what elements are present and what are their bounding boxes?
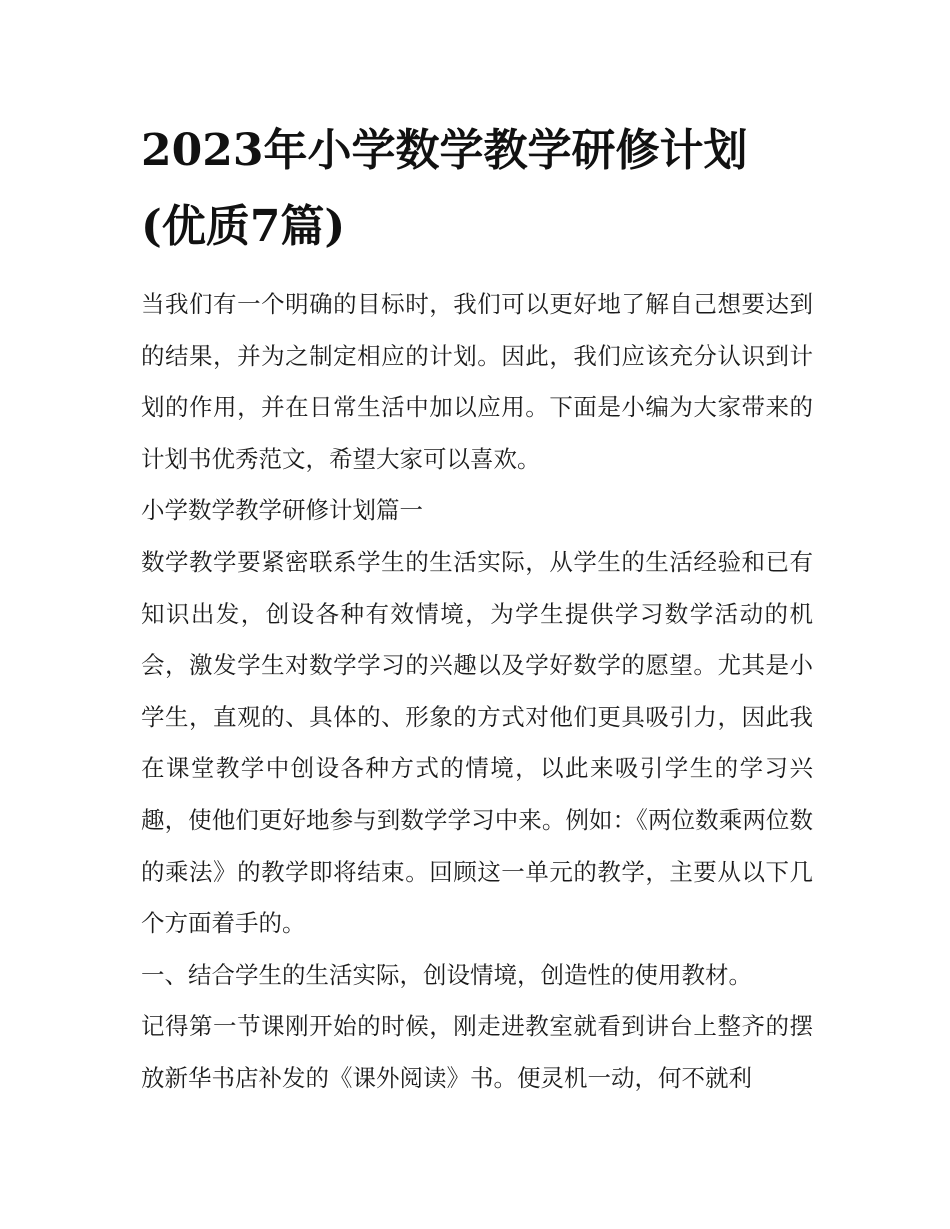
body-paragraph: 记得第一节课刚开始的时候，刚走进教室就看到讲台上整齐的摆放新华书店补发的《课外阅读》书。便灵机一动，何不就利 <box>141 1012 813 1092</box>
subsection-heading: 一、结合学生的生活实际，创设情境，创造性的使用教材。 <box>141 960 752 989</box>
document-title: 2023年小学数学教学研修计划 (优质7篇) <box>141 125 748 252</box>
intro-paragraph: 当我们有一个明确的目标时，我们可以更好地了解自己想要达到的结果，并为之制定相应的计划。因此，我们应该充分认识到计划的作用，并在日常生活中加以应用。下面是小编为大家带来的计划书优秀范文，希望大家可以喜欢。 <box>141 290 813 473</box>
document-body <box>141 113 813 1105</box>
section-heading: 小学数学教学研修计划篇一 <box>141 496 423 525</box>
body-paragraph: 数学教学要紧密联系学生的生活实际，从学生的生活经验和已有知识出发，创设各种有效情境，为学生提供学习数学活动的机会，激发学生对数学学习的兴趣以及学好数学的愿望。尤其是小学生，直观的、具体的、形象的方式对他们更具吸引力，因此我在课堂教学中创设各种方式的情境，以此来吸引学生的学习兴趣，使他们更好地参与到数学学习中来。例如：《两位数乘两位数的乘法》的教学即将结束。回顾这一单元的教学，主要从以下几个方面着手的。 <box>141 547 813 938</box>
